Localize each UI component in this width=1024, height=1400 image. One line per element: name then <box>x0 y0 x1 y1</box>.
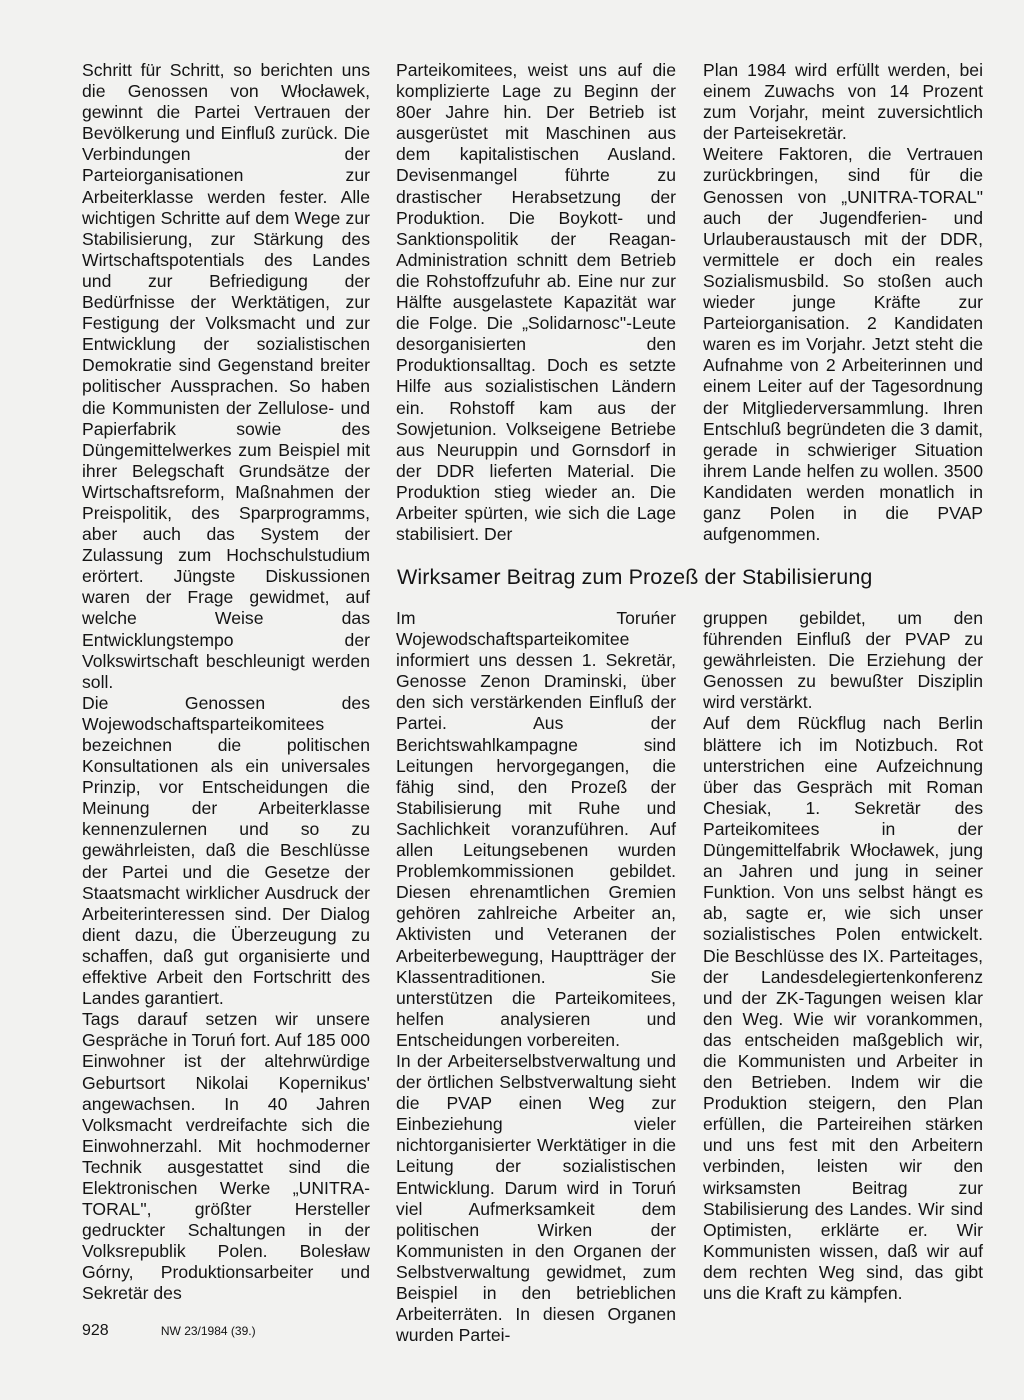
column-3-bottom <box>703 608 983 1304</box>
page-footer <box>82 1322 256 1340</box>
section-subheading: Wirksamer Beitrag zum Prozeß der Stabilisierung <box>397 565 873 589</box>
paragraph: Weitere Faktoren, die Vertrauen zurückbringen, sind für die Genossen von „UNITRA-TORAL" auch der Jugendferien- und Urlauberaustausch mit der DDR, vermittele er doch ein reales Sozialismusbild. So stoßen auch wieder junge Kräfte zur Parteiorganisation. 2 Kandidaten waren es im Vorjahr. Jetzt steht die Aufnahme von 2 Arbeiterinnen und einem Leiter auf der Tagesordnung der Mitgliederversammlung. Ihren Entschluß begründeten die 3 damit, gerade in schwieriger Situation ihrem Lande helfen zu wollen. 3500 Kandidaten werden monatlich in ganz Polen in die PVAP aufgenommen. <box>703 144 983 545</box>
paragraph: Im Toruńer Wojewodschaftsparteikomitee informiert uns dessen 1. Sekretär, Genosse Zenon Draminski, über den sich verstärkenden Einfluß der Partei. Aus der Berichtswahlkampagne sind Leitungen hervorgegangen, die fähig sind, den Prozeß der Stabilisierung mit Ruhe und Sachlichkeit voranzuführen. Auf allen Leitungsebenen wurden Problemkommissionen gebildet. Diesen ehrenamtlichen Gremien gehören zahlreiche Arbeiter an, Aktivisten und Veteranen der Arbeiterbewegung, Hauptträger der Klassentraditionen. Sie unterstützen die Parteikomitees, helfen analysieren und Entscheidungen vorbereiten. <box>396 608 676 1050</box>
issue-reference: NW 23/1984 (39.) <box>160 1324 256 1338</box>
paragraph: Die Genossen des Wojewodschaftsparteikomitees bezeichnen die politischen Konsultationen als ein universales Prinzip, vor Entscheidungen die Meinung der Arbeiterklasse kennenzulernen und so zu gewährleisten, daß die Beschlüsse der Partei und die Gesetze der Staatsmacht wirklicher Ausdruck der Arbeiterinteressen sind. Der Dialog dient dazu, die Überzeugung zu schaffen, daß gut organisierte und effektive Arbeit den Fortschritt des Landes garantiert. <box>82 692 370 1009</box>
paragraph: Tags darauf setzen wir unsere Gespräche in Toruń fort. Auf 185 000 Einwohner ist der altehrwürdige Geburtsort Nikolai Kopernikus' angewachsen. In 40 Jahren Volksmacht verdreifachte sich die Einwohnerzahl. Mit hochmoderner Technik ausgestattet sind die Elektronischen Werke „UNITRA-TORAL", größter Hersteller gedruckter Schaltungen in der Volksrepublik Polen. Bolesław Górny, Produktionsarbeiter und Sekretär des <box>82 1009 370 1304</box>
paragraph: In der Arbeiterselbstverwaltung und der örtlichen Selbstverwaltung sieht die PVAP einen Weg zur Einbeziehung vieler nichtorganisierter Werktätiger in die Leitung der sozialistischen Entwicklung. Darum wird in Toruń viel Aufmerksamkeit dem politischen Wirken der Kommunisten in den Organen der Selbstverwaltung gewidmet, zum Beispiel in den betrieblichen Arbeiterräten. In diesen Organen wurden Partei- <box>396 1050 676 1346</box>
column-2-bottom <box>396 608 676 1346</box>
column-2-top <box>396 60 676 545</box>
column-1 <box>82 60 370 1305</box>
page-number: 928 <box>82 1322 109 1339</box>
paragraph: Plan 1984 wird erfüllt werden, bei einem Zuwachs von 14 Prozent zum Vorjahr, meint zuversichtlich der Parteisekretär. <box>703 60 983 144</box>
paragraph: Parteikomitees, weist uns auf die komplizierte Lage zu Beginn der 80er Jahre hin. Der Betrieb ist ausgerüstet mit Maschinen aus dem kapitalistischen Ausland. Devisenmangel führte zu drastischer Herabsetzung der Produktion. Die Boykott- und Sanktionspolitik der Reagan-Administration schnitt dem Betrieb die Rohstoffzufuhr ab. Eine nur zur Hälfte ausgelastete Kapazität war die Folge. Die „Solidarnosc"-Leute desorganisierten den Produktionsalltag. Doch es setzte Hilfe aus sozialistischen Ländern ein. Rohstoff kam aus der Sowjetunion. Volkseigene Betriebe aus Neuruppin und Gornsdorf in der DDR lieferten Material. Die Produktion stieg wieder an. Die Arbeiter spürten, wie sich die Lage stabilisiert. Der <box>396 60 676 545</box>
paragraph: Schritt für Schritt, so berichten uns die Genossen von Włocławek, gewinnt die Partei Vertrauen der Bevölkerung und Einfluß zurück. Die Verbindungen der Parteiorganisationen zur Arbeiterklasse werden fester. Alle wichtigen Schritte auf dem Wege zur Stabilisierung, zur Stärkung des Wirtschaftspotentials des Landes und zur Befriedigung der Bedürfnisse der Werktätigen, zur Festigung der Volksmacht und zur Entwicklung der sozialistischen Demokratie sind Gegenstand breiter politischer Aussprachen. So haben die Kommunisten der Zellulose- und Papierfabrik sowie des Düngemittelwerkes zum Beispiel mit ihrer Belegschaft Grundsätze der Wirtschaftsreform, Maßnahmen der Preispolitik, des Sparprogramms, aber auch das System der Zulassung zum Hochschulstudium erörtert. Jüngste Diskussionen waren der Frage gewidmet, auf welche Weise das Entwicklungstempo der Volkswirtschaft beschleunigt werden soll. <box>82 60 370 692</box>
paragraph: gruppen gebildet, um den führenden Einfluß der PVAP zu gewährleisten. Die Erziehung der Genossen zu bewußter Disziplin wird verstärkt. <box>703 608 983 713</box>
paragraph: Auf dem Rückflug nach Berlin blättere ich im Notizbuch. Rot unterstrichen eine Aufzeichnung über das Gespräch mit Roman Chesiak, 1. Sekretär des Parteikomitees in der Düngemittelfabrik Włocławek, jung an Jahren und jung in seiner Funktion. Von uns selbst hängt es ab, sagte er, wie sich unser sozialistisches Polen entwickelt. Die Beschlüsse des IX. Parteitages, der Landesdelegiertenkonferenz und der ZK-Tagungen weisen klar den Weg. Wie wir vorankommen, das entscheiden maßgeblich wir, die Kommunisten und Arbeiter in den Betrieben. Indem wir die Produktion steigern, den Plan erfüllen, die Parteireihen stärken und uns fest mit den Arbeitern verbinden, leisten wir den wirksamsten Beitrag zur Stabilisierung des Landes. Wir sind Optimisten, erklärte er. Wir Kommunisten wissen, daß wir auf dem rechten Weg sind, das gibt uns die Kraft zu kämpfen. <box>703 713 983 1303</box>
column-3-top <box>703 60 983 545</box>
